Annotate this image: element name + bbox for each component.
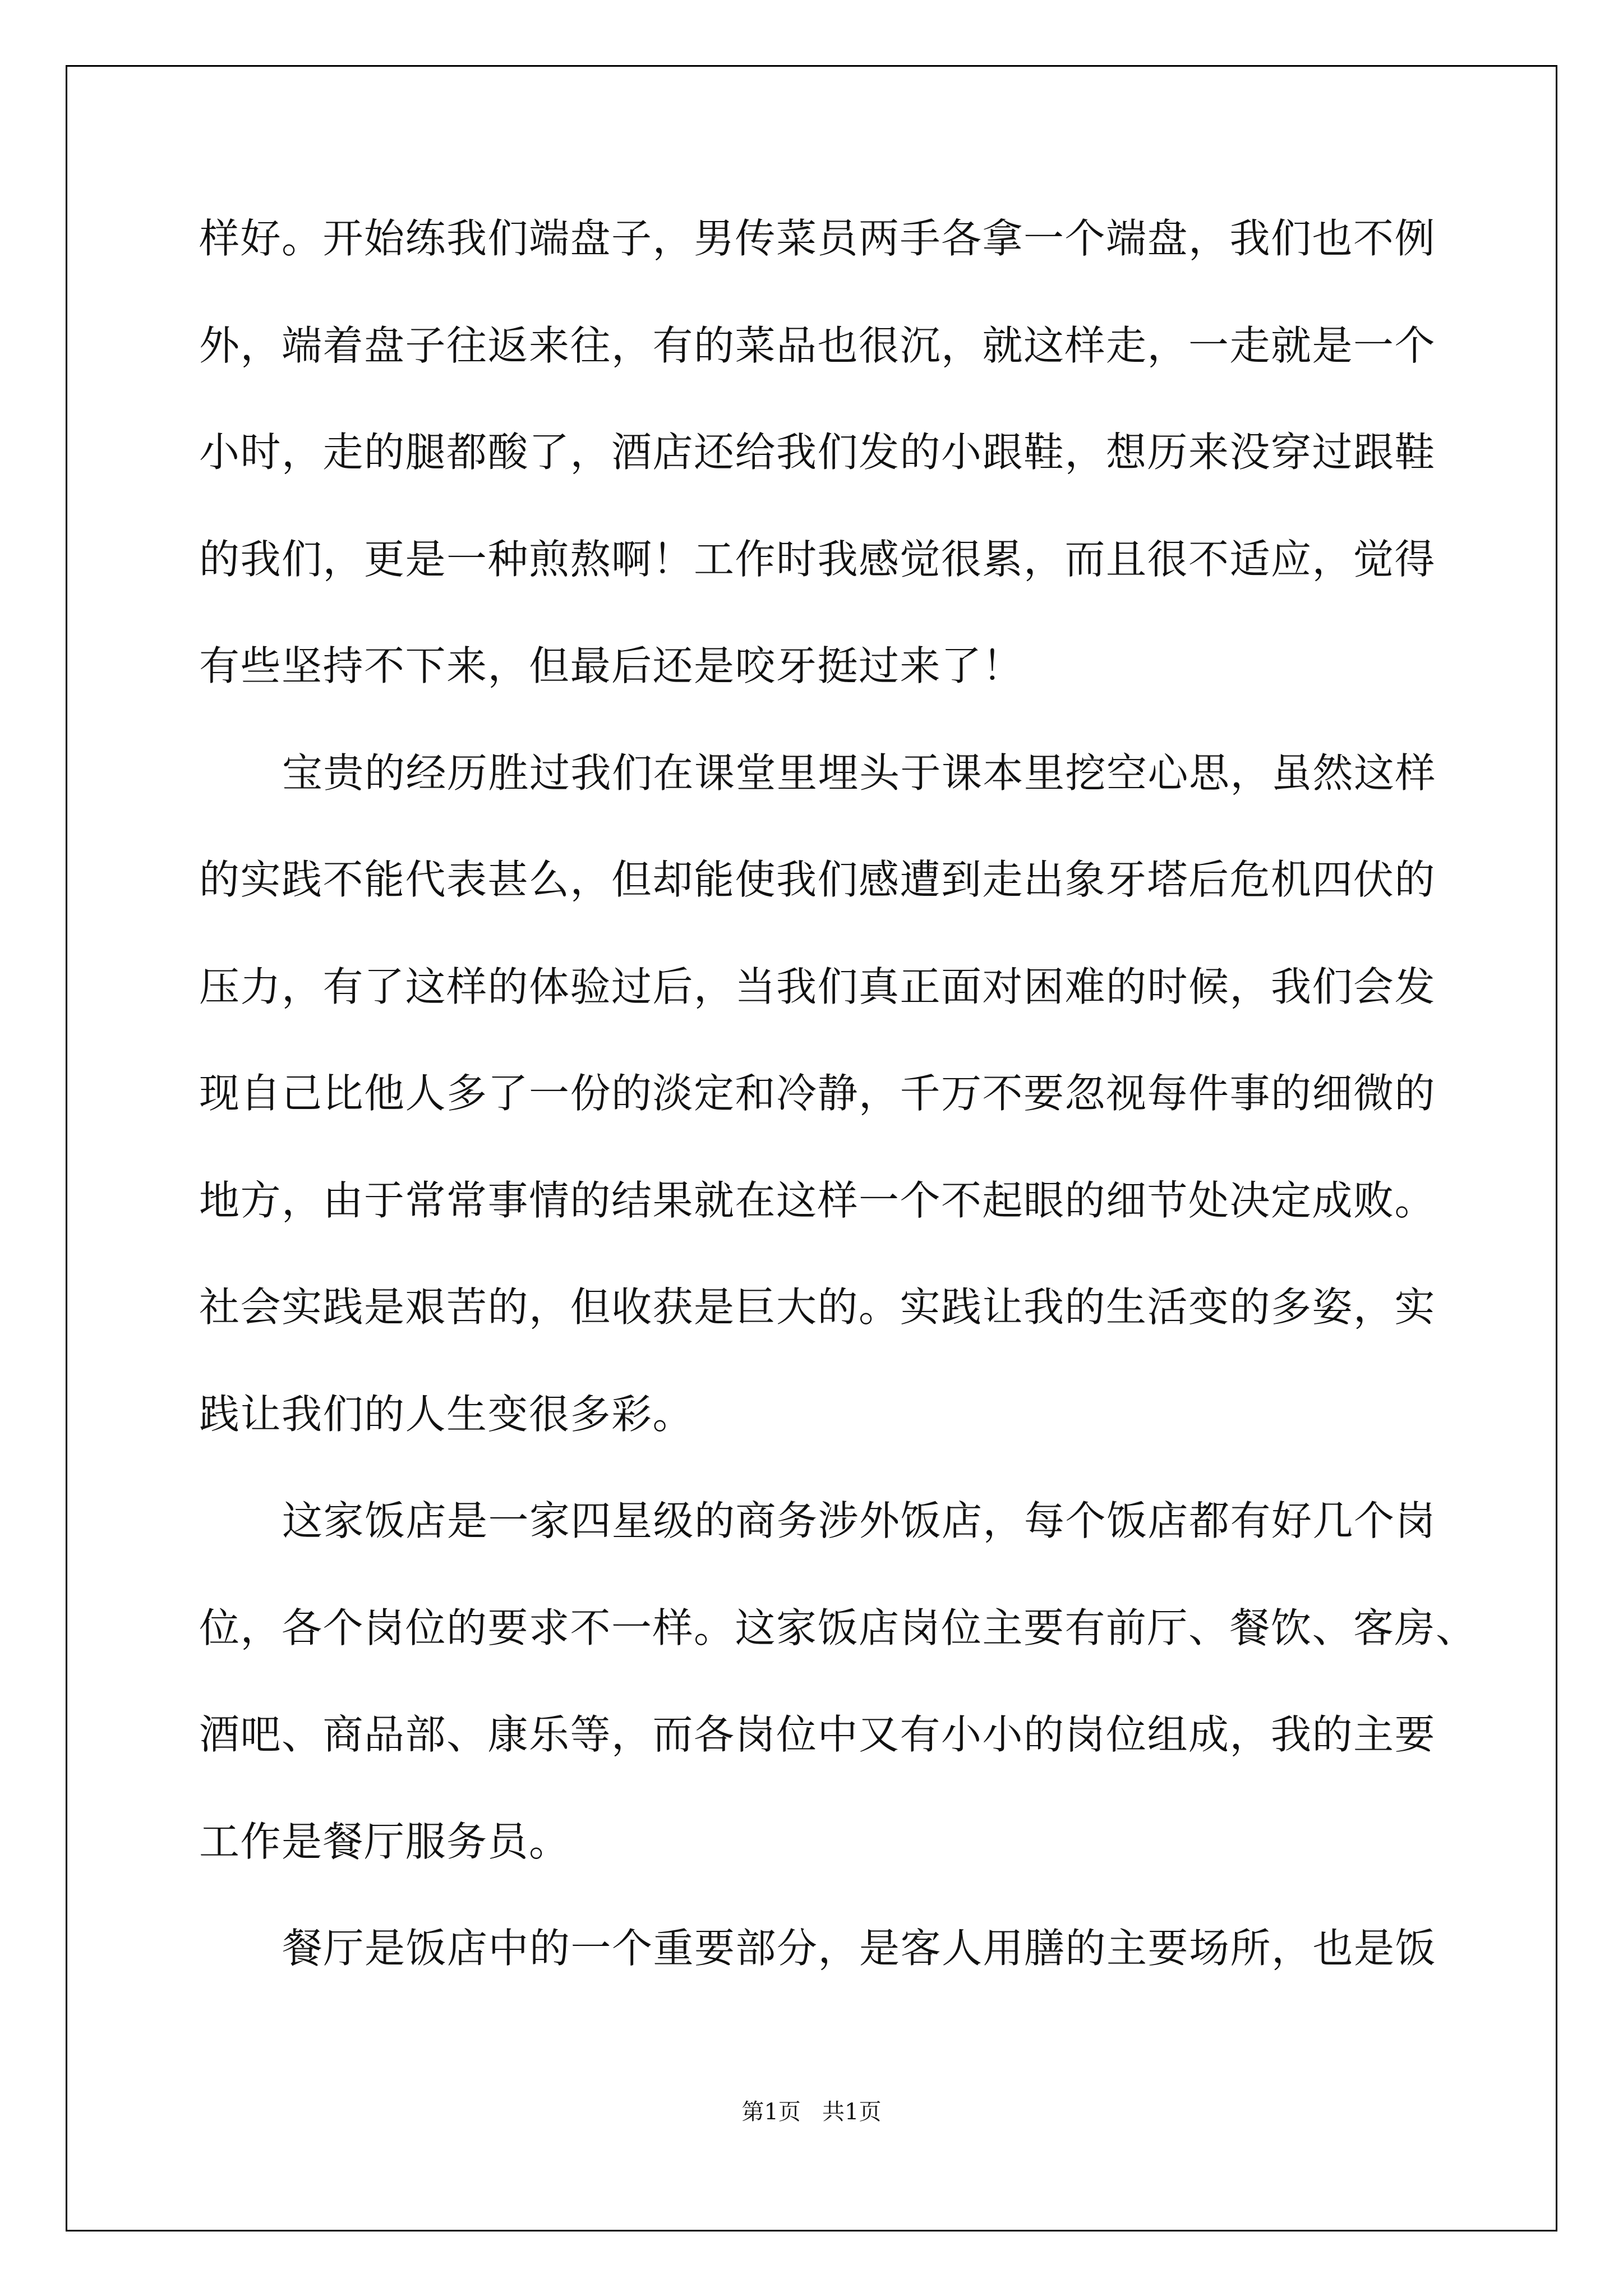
document-body	[199, 213, 1477, 2030]
text-line: 小时，走的腿都酸了，酒店还给我们发的小跟鞋，想历来没穿过跟鞋	[199, 429, 1436, 476]
text-line: 践让我们的人生变很多彩。	[199, 1390, 694, 1438]
text-line: 宝贵的经历胜过我们在课堂里埋头于课本里挖空心思，虽然这样	[282, 749, 1437, 797]
text-line: 有些坚持不下来，但最后还是咬牙挺过来了！	[199, 642, 1024, 689]
text-line: 的实践不能代表甚么，但却能使我们感遭到走出象牙塔后危机四伏的	[199, 856, 1436, 903]
text-line: 工作是餐厅服务员。	[199, 1818, 570, 1865]
text-line: 的我们，更是一种煎熬啊！工作时我感觉很累，而且很不适应，觉得	[199, 535, 1436, 583]
text-line: 压力，有了这样的体验过后，当我们真正面对困难的时候，我们会发	[199, 963, 1436, 1010]
text-line: 餐厅是饭店中的一个重要部分，是客人用膳的主要场所，也是饭	[282, 1925, 1437, 1972]
text-line: 现自己比他人多了一份的淡定和冷静，千万不要忽视每件事的细微的	[199, 1070, 1436, 1117]
text-line: 地方，由于常常事情的结果就在这样一个不起眼的细节处决定成败。	[199, 1176, 1436, 1224]
text-line: 这家饭店是一家四星级的商务涉外饭店，每个饭店都有好几个岗	[282, 1497, 1437, 1544]
text-line: 位，各个岗位的要求不一样。这家饭店岗位主要有前厅、餐饮、客房、	[199, 1604, 1477, 1651]
page-number-footer: 第1页 共1页	[741, 2099, 882, 2125]
text-line: 样好。开始练我们端盘子，男传菜员两手各拿一个端盘，我们也不例	[199, 215, 1436, 262]
text-line: 酒吧、商品部、康乐等，而各岗位中又有小小的岗位组成，我的主要	[199, 1711, 1436, 1758]
text-line: 社会实践是艰苦的，但收获是巨大的。实践让我的生活变的多姿，实	[199, 1283, 1436, 1331]
text-line: 外，端着盘子往返来往，有的菜品也很沉，就这样走，一走就是一个	[199, 321, 1436, 369]
